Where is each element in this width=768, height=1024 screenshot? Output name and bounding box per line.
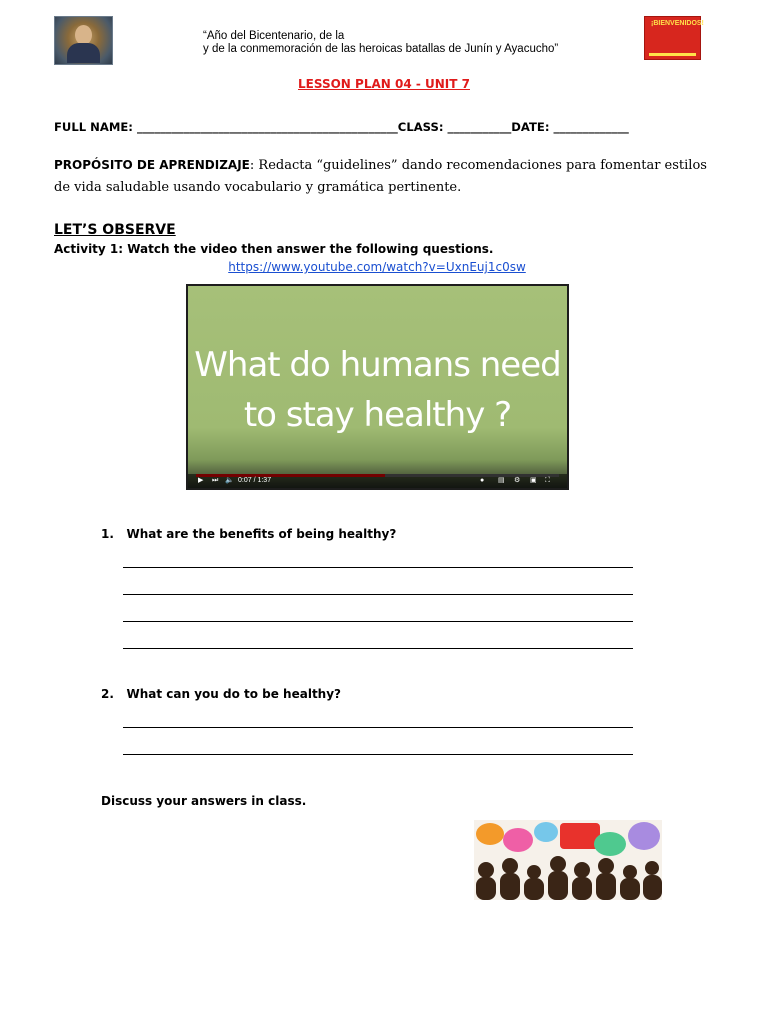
question-1-number: 1. bbox=[101, 527, 114, 541]
video-title-line2: to stay healthy ? bbox=[243, 395, 512, 435]
header-quote-line1: “Año del Bicentenario, de la bbox=[203, 30, 345, 42]
welcome-badge-logo bbox=[644, 16, 704, 60]
discuss-instruction: Discuss your answers in class. bbox=[101, 794, 307, 808]
question-2-text: What can you do to be healthy? bbox=[126, 687, 342, 701]
purpose-text: : Redacta “guidelines” dando recomendaciones para fomentar estilos de vida saludable usando vocabulario y gramática pertinente. bbox=[54, 158, 707, 195]
discussion-illustration bbox=[474, 820, 662, 900]
settings-gear-icon[interactable]: ⚙ bbox=[514, 477, 521, 484]
video-time: 0:07 / 1:37 bbox=[238, 477, 272, 484]
school-crest-logo bbox=[54, 16, 113, 65]
question-1 bbox=[101, 527, 396, 541]
miniplayer-icon[interactable]: ▣ bbox=[530, 477, 537, 484]
welcome-badge-strip bbox=[649, 53, 696, 56]
captions-icon[interactable]: ▤ bbox=[498, 477, 505, 484]
welcome-badge-text: ¡BIENVENIDOS! bbox=[651, 20, 704, 27]
play-icon[interactable]: ▶ bbox=[198, 477, 204, 484]
portrait-coat bbox=[67, 43, 100, 63]
fullscreen-icon[interactable]: ⛶ bbox=[545, 477, 550, 484]
question-2-number: 2. bbox=[101, 687, 114, 701]
video-player[interactable] bbox=[186, 284, 569, 490]
answer-line[interactable] bbox=[123, 727, 633, 728]
video-title-line1: What do humans need bbox=[194, 345, 561, 385]
header-quote-line2: y de la conmemoración de las heroicas batallas de Junín y Ayacucho” bbox=[203, 43, 559, 55]
question-2 bbox=[101, 687, 341, 701]
answer-line[interactable] bbox=[123, 648, 633, 649]
video-link-text[interactable]: https://www.youtube.com/watch?v=UxnEuj1c0sw bbox=[228, 260, 526, 274]
section-heading: LET’S OBSERVE bbox=[54, 222, 176, 238]
volume-icon[interactable]: 🔈 bbox=[225, 477, 234, 484]
question-1-text: What are the benefits of being healthy? bbox=[126, 527, 397, 541]
purpose-label: PROPÓSITO DE APRENDIZAJE bbox=[54, 158, 250, 172]
next-icon[interactable]: ⏭ bbox=[212, 477, 219, 484]
answer-line[interactable] bbox=[123, 594, 633, 595]
video-link[interactable] bbox=[0, 260, 754, 274]
autoplay-toggle-icon[interactable]: ● bbox=[480, 477, 485, 484]
answer-line[interactable] bbox=[123, 754, 633, 755]
answer-line[interactable] bbox=[123, 567, 633, 568]
learning-purpose bbox=[54, 154, 714, 199]
student-info-fields: FULL NAME: _____________________________________________CLASS: ___________DATE: _____________ bbox=[54, 120, 629, 134]
header-quote bbox=[203, 30, 558, 56]
answer-line[interactable] bbox=[123, 621, 633, 622]
portrait-face bbox=[75, 25, 92, 45]
lesson-title: LESSON PLAN 04 - UNIT 7 bbox=[298, 77, 470, 91]
video-title-text bbox=[188, 340, 567, 440]
activity-instruction: Activity 1: Watch the video then answer the following questions. bbox=[54, 242, 494, 256]
video-controls bbox=[188, 474, 567, 488]
